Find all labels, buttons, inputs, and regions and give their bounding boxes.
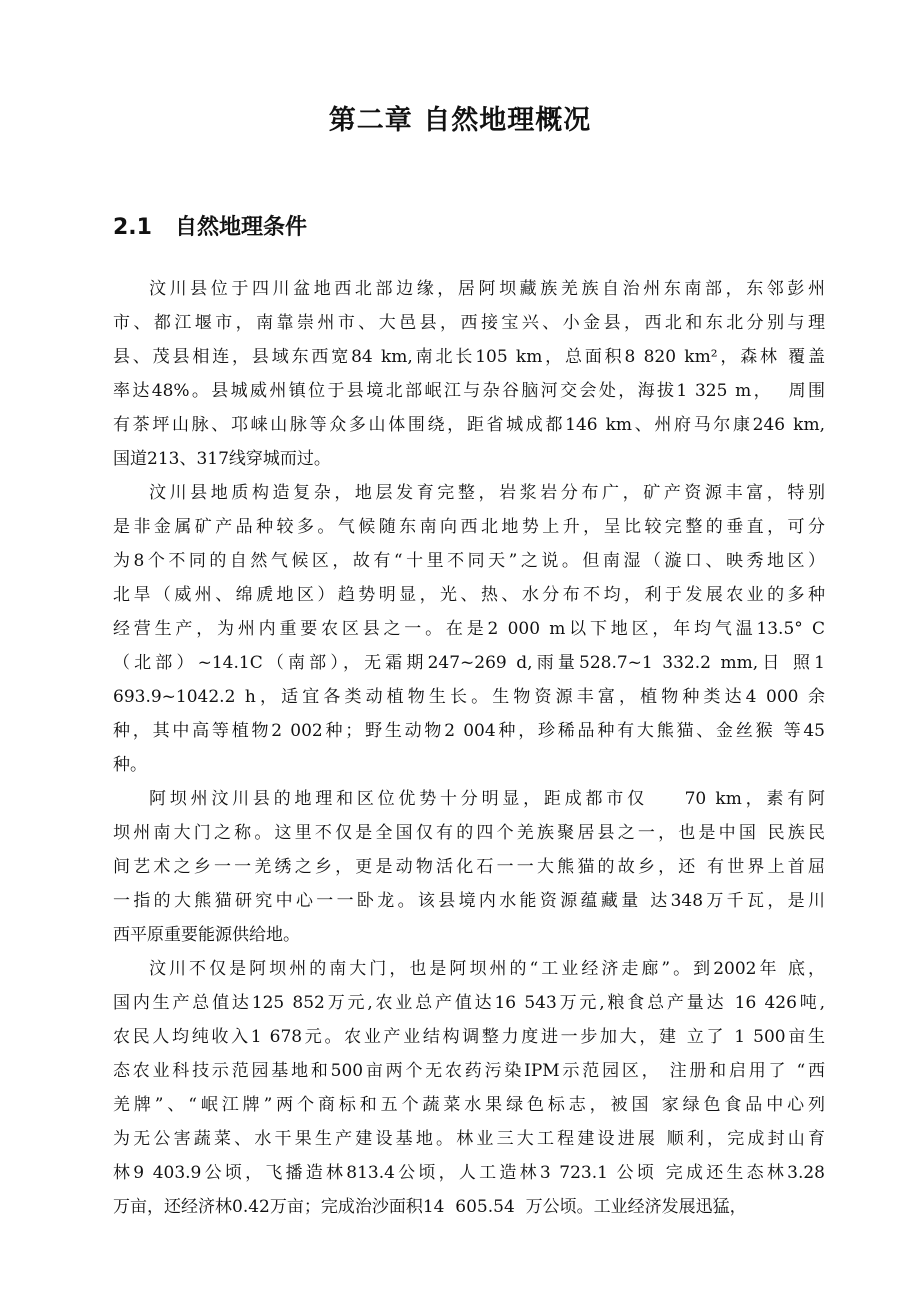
paragraph-line: 是非金属矿产品种较多。气候随东南向西北地势上升，呈比较完整的垂直，可分: [113, 517, 825, 537]
paragraph-line: 间艺术之乡一一羌绣之乡，更是动物活化石一一大熊猫的故乡，还 有世界上首屈: [113, 857, 825, 877]
paragraph-line: 经营生产，为州内重要农区县之一。在是2 000 m以下地区，年均气温13.5° C: [113, 619, 825, 639]
paragraph-line: 种。: [113, 755, 147, 775]
paragraph-line: 种，其中高等植物2 002种；野生动物2 004种，珍稀品种有大熊猫、金丝猴 等45: [113, 721, 825, 741]
paragraph: [113, 476, 825, 782]
paragraph-line: 国道213、317线穿城而过。: [113, 449, 331, 469]
paragraph-line: 为8个不同的自然气候区，故有“十里不同天”之说。但南湿（漩口、映秀地区）: [113, 551, 825, 571]
paragraph-line: 西平原重要能源供给地。: [113, 925, 300, 945]
paragraph-line: 县、茂县相连，县域东西宽84 km,南北长105 km，总面积8 820 km²，森林 覆盖: [113, 347, 825, 367]
paragraph-line: 市、都江堰市，南靠崇州市、大邑县，西接宝兴、小金县，西北和东北分别与理: [113, 313, 825, 333]
paragraph-line: 693.9~1042.2 h，适宜各类动植物生长。生物资源丰富，植物种类达4 000 余: [113, 687, 825, 707]
paragraph-line: 国内生产总值达125 852万元,农业总产值达16 543万元,粮食总产量达 16 426吨,: [113, 993, 825, 1013]
section-number: 2.1: [113, 215, 152, 240]
chapter-title: 第二章 自然地理概况: [328, 105, 592, 136]
paragraph-line: 万亩，还经济林0.42万亩；完成治沙面积14 605.54 万公顷。工业经济发展迅猛，: [113, 1197, 747, 1217]
paragraph-line: 林9 403.9公顷，飞播造林813.4公顷，人工造林3 723.1 公顷 完成还生态林3.28: [113, 1163, 825, 1183]
paragraph: [113, 272, 825, 476]
paragraph-line: 羌牌”、“岷江牌”两个商标和五个蔬菜水果绿色标志，被国 家绿色食品中心列: [113, 1095, 825, 1115]
paragraph-line: 汶川县位于四川盆地西北部边缘，居阿坝藏族羌族自治州东南部，东邻彭州: [149, 279, 825, 299]
paragraph-line: 汶川不仅是阿坝州的南大门，也是阿坝州的“工业经济走廊”。到2002年 底，: [149, 959, 825, 979]
paragraph: [113, 782, 825, 952]
paragraph-line: 阿坝州汶川县的地理和区位优势十分明显，距成都市仅 70 km，素有阿: [149, 789, 825, 809]
paragraph-line: 有茶坪山脉、邛崃山脉等众多山体围绕，距省城成都146 km、州府马尔康246 km,: [113, 415, 825, 435]
section-title: 自然地理条件: [175, 215, 308, 240]
paragraph-line: 一指的大熊猫研究中心一一卧龙。该县境内水能资源蕴藏量 达348万千瓦，是川: [113, 891, 825, 911]
paragraph-line: 北旱（威州、绵虒地区）趋势明显，光、热、水分布不均，利于发展农业的多种: [113, 585, 825, 605]
paragraph-line: 汶川县地质构造复杂，地层发育完整，岩浆岩分布广，矿产资源丰富，特别: [149, 483, 825, 503]
paragraph-line: 坝州南大门之称。这里不仅是全国仅有的四个羌族聚居县之一，也是中国 民族民: [113, 823, 825, 843]
paragraph-line: 农民人均纯收入1 678元。农业产业结构调整力度进一步加大，建 立了 1 500亩生: [113, 1027, 825, 1047]
section-heading: [113, 210, 307, 241]
paragraph: [113, 952, 825, 1224]
paragraph-line: 态农业科技示范园基地和500亩两个无农药污染IPM示范园区， 注册和启用了 “西: [113, 1061, 825, 1081]
body-text: [113, 272, 825, 1224]
paragraph-line: 率达48%。县城威州镇位于县境北部岷江与杂谷脑河交会处，海拔1 325 m， 周围: [113, 381, 825, 401]
paragraph-line: 为无公害蔬菜、水干果生产建设基地。林业三大工程建设进展 顺利，完成封山育: [113, 1129, 825, 1149]
paragraph-line: （北部）~14.1C（南部），无霜期247~269 d,雨量528.7~1 332.2 mm,日 照1: [113, 653, 825, 673]
